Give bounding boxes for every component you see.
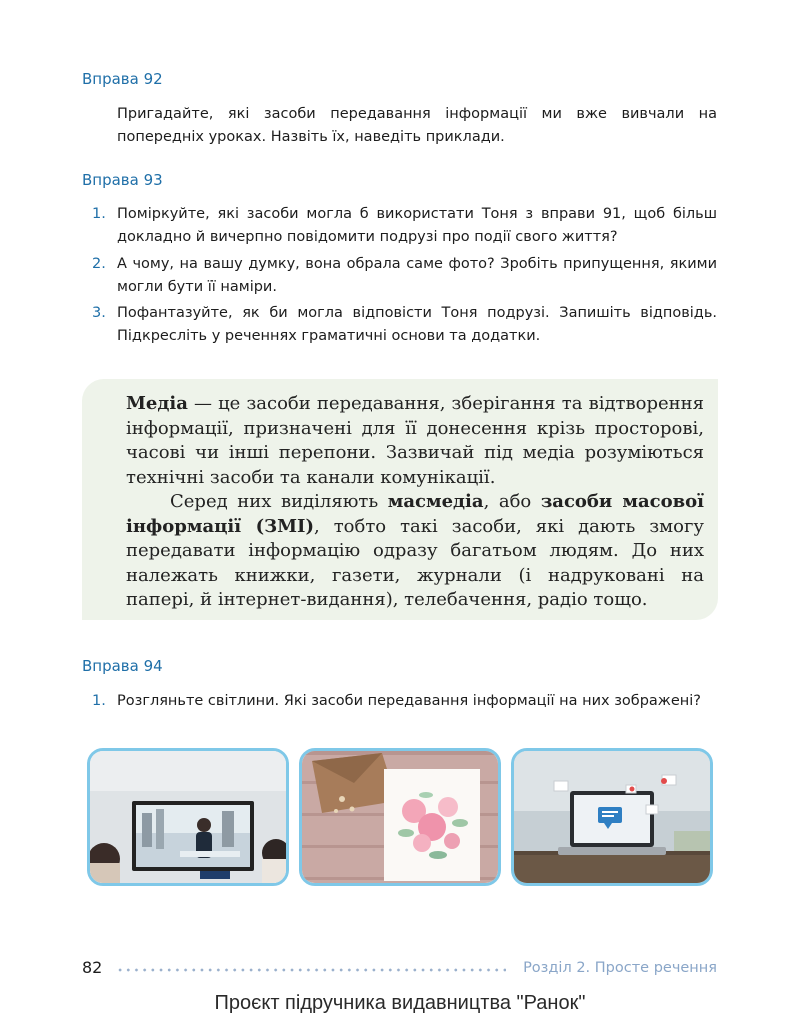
section-title: Розділ 2. Просте речення — [523, 960, 717, 976]
item-text: Поміркуйте, які засоби могла б використати Тоня з вправи 91, щоб більш докладно й вичерпно повідомити подрузі про події свого життя? — [117, 206, 717, 245]
item-text: Розгляньте світлини. Які засоби передавання інформації на них зображені? — [117, 693, 702, 709]
definition-text — [126, 392, 704, 613]
exercise-92-heading: Вправа 92 — [82, 70, 163, 88]
footer-dotted-line — [116, 968, 506, 972]
exercise-92-text: Пригадайте, які засоби передавання інформації ми вже вивчали на попередніх уроках. Назвіть їх, наведіть приклади. — [117, 106, 717, 145]
exercise-93-item-3 — [92, 302, 717, 348]
exercise-93-heading: Вправа 93 — [82, 171, 163, 189]
item-number: 1. — [92, 693, 106, 709]
term-zmi: засоби масової інформації (ЗМІ) — [126, 491, 705, 537]
exercise-93-item-2 — [92, 253, 717, 299]
publisher-watermark: Проєкт підручника видавництва "Ранок" — [214, 992, 586, 1014]
exercise-94-item-1 — [92, 690, 717, 713]
postcard-photo — [299, 748, 501, 886]
definition-p2-a: Серед них виділяють — [170, 491, 388, 512]
definition-paragraph-1 — [126, 392, 704, 490]
postcard-illustration — [302, 751, 498, 883]
definition-paragraph-2 — [126, 490, 704, 613]
item-number: 2. — [92, 256, 106, 272]
term-massmedia: масмедіа — [387, 491, 484, 512]
exercise-93-item-1 — [92, 203, 717, 249]
item-number: 1. — [92, 206, 106, 222]
tv-news-illustration — [90, 751, 286, 883]
laptop-email-photo — [511, 748, 713, 886]
item-number: 3. — [92, 305, 106, 321]
laptop-email-illustration — [514, 751, 710, 883]
definition-p2-b: , або — [483, 491, 541, 512]
page-number: 82 — [82, 958, 103, 977]
item-text: А чому, на вашу думку, вона обрала саме фото? Зробіть припущення, якими могли бути її наміри. — [117, 256, 717, 295]
term-media: Медіа — [126, 393, 188, 414]
exercise-94-heading: Вправа 94 — [82, 657, 163, 675]
definition-p1-rest: — це засоби передавання, зберігання та відтворення інформації, призначені для її донесення крізь просторові, часові чи інші перепони. Зазвичай під медіа розуміються технічні засоби та канали комунікації. — [126, 393, 704, 488]
tv-news-photo — [87, 748, 289, 886]
definition-p2-c: , тобто такі засоби, які дають змогу передавати інформацію одразу багатьом людям. До них належать книжки, газети, журнали (і надруковані на папері, й інтернет-видання), телебачення, радіо тощо. — [126, 515, 704, 610]
item-text: Пофантазуйте, як би могла відповісти Тоня подрузі. Запишіть відповідь. Підкресліть у реченнях граматичні основи та додатки. — [117, 305, 717, 344]
